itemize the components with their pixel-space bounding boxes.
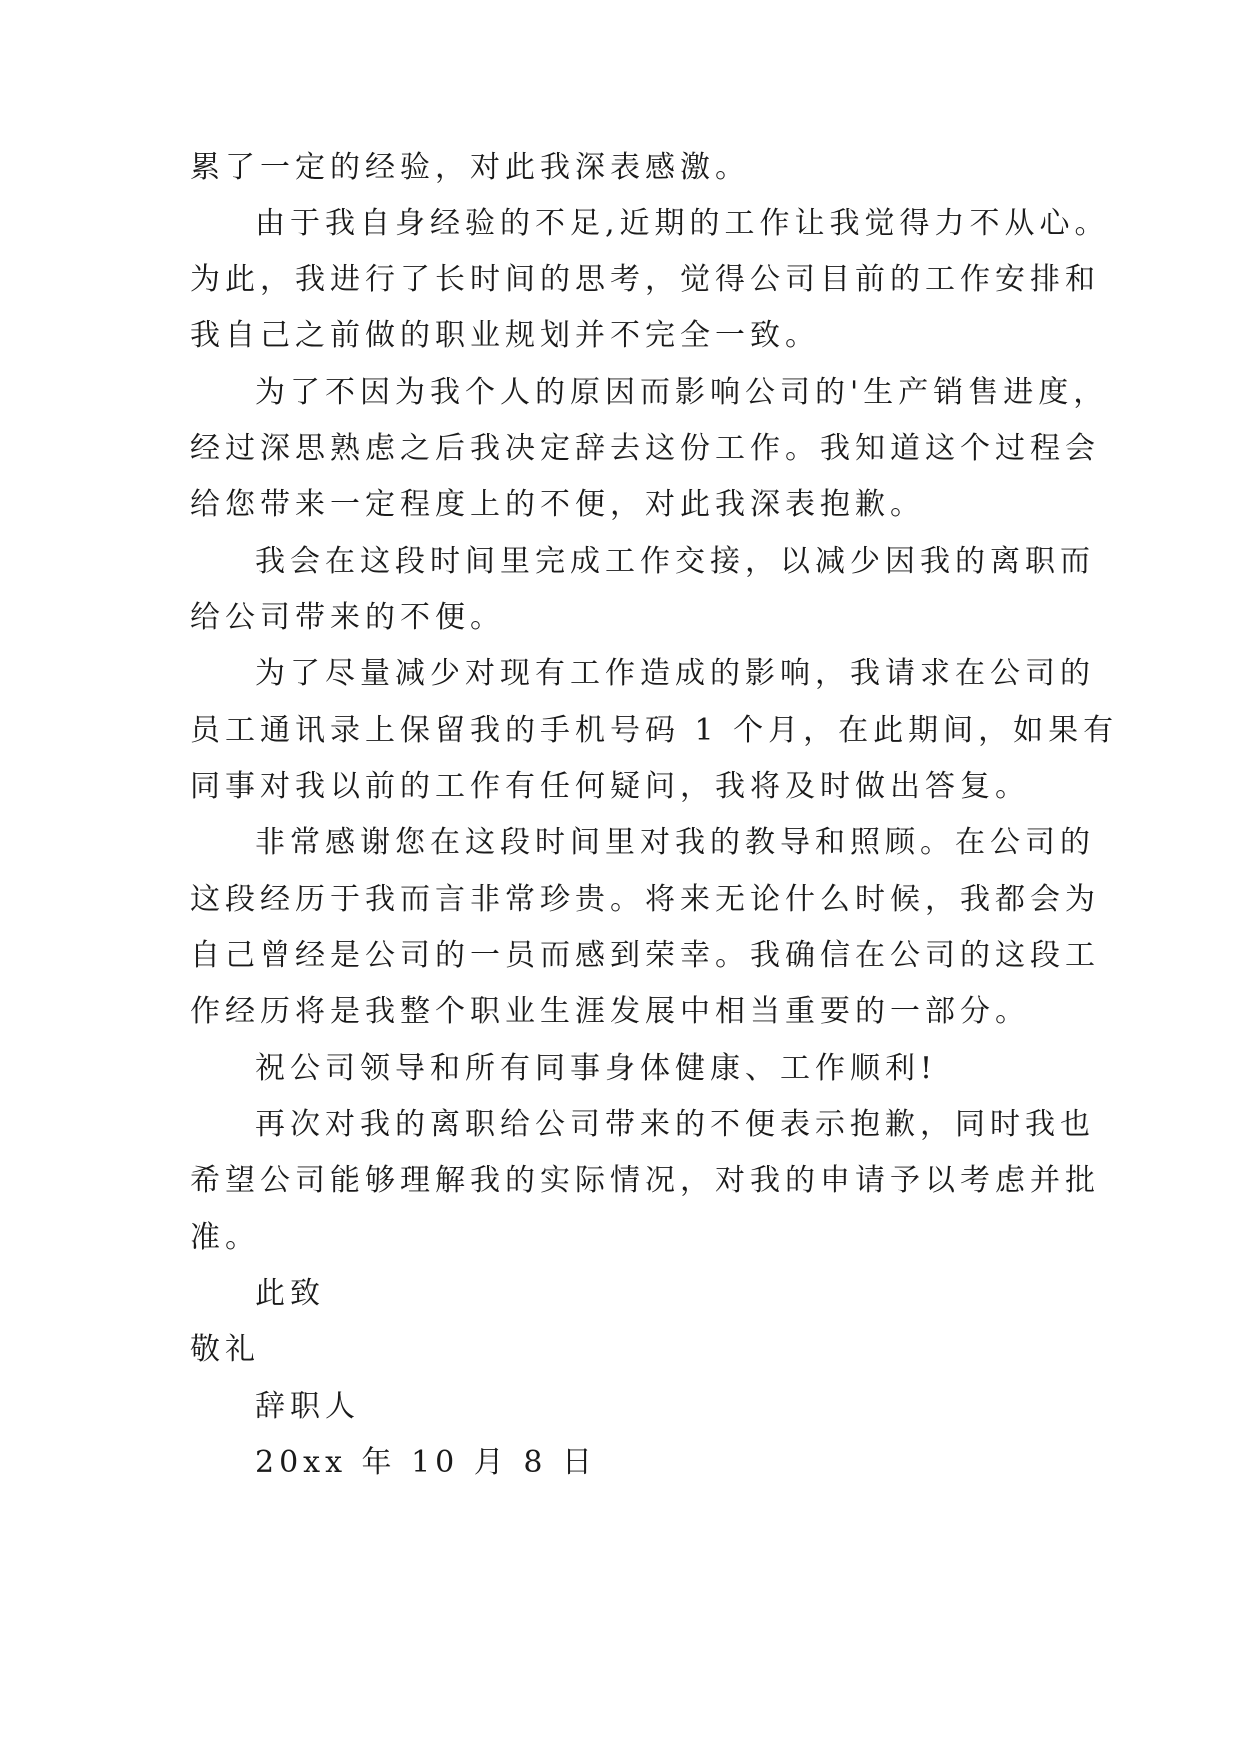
- signature-label: 辞职人: [255, 1389, 360, 1424]
- text-line: 累了一定的经验，对此我深表感激。: [190, 150, 750, 185]
- text-line: 经过深思熟虑之后我决定辞去这份工作。我知道这个过程会: [190, 431, 1100, 466]
- text-line: 我自己之前做的职业规划并不完全一致。: [190, 318, 820, 353]
- text-line: 准。: [190, 1220, 260, 1255]
- closing-regards: 敬礼: [190, 1332, 260, 1367]
- text-line: 希望公司能够理解我的实际情况，对我的申请予以考虑并批: [190, 1163, 1100, 1198]
- text-line: 为了尽量减少对现有工作造成的影响，我请求在公司的: [255, 656, 1095, 691]
- text-line: 同事对我以前的工作有任何疑问，我将及时做出答复。: [190, 769, 1030, 804]
- text-line: 员工通讯录上保留我的手机号码 1 个月，在此期间，如果有: [190, 713, 1119, 748]
- text-line: 再次对我的离职给公司带来的不便表示抱歉，同时我也: [255, 1107, 1095, 1142]
- text-line: 我会在这段时间里完成工作交接，以减少因我的离职而: [255, 544, 1095, 579]
- text-line: 作经历将是我整个职业生涯发展中相当重要的一部分。: [190, 994, 1030, 1029]
- text-line: 这段经历于我而言非常珍贵。将来无论什么时候，我都会为: [190, 882, 1100, 917]
- text-line: 给公司带来的不便。: [190, 600, 505, 635]
- closing-salutation: 此致: [255, 1276, 325, 1311]
- text-line: 非常感谢您在这段时间里对我的教导和照顾。在公司的: [255, 825, 1095, 860]
- text-line: 自己曾经是公司的一员而感到荣幸。我确信在公司的这段工: [190, 938, 1100, 973]
- text-line: 为了不因为我个人的原因而影响公司的'生产销售进度，: [255, 375, 1109, 410]
- text-line: 给您带来一定程度上的不便，对此我深表抱歉。: [190, 487, 925, 522]
- date-line: 20xx 年 10 月 8 日: [255, 1445, 597, 1480]
- text-line: 祝公司领导和所有同事身体健康、工作顺利!: [255, 1051, 938, 1086]
- text-line: 由于我自身经验的不足,近期的工作让我觉得力不从心。: [255, 206, 1110, 241]
- text-line: 为此，我进行了长时间的思考，觉得公司目前的工作安排和: [190, 262, 1100, 297]
